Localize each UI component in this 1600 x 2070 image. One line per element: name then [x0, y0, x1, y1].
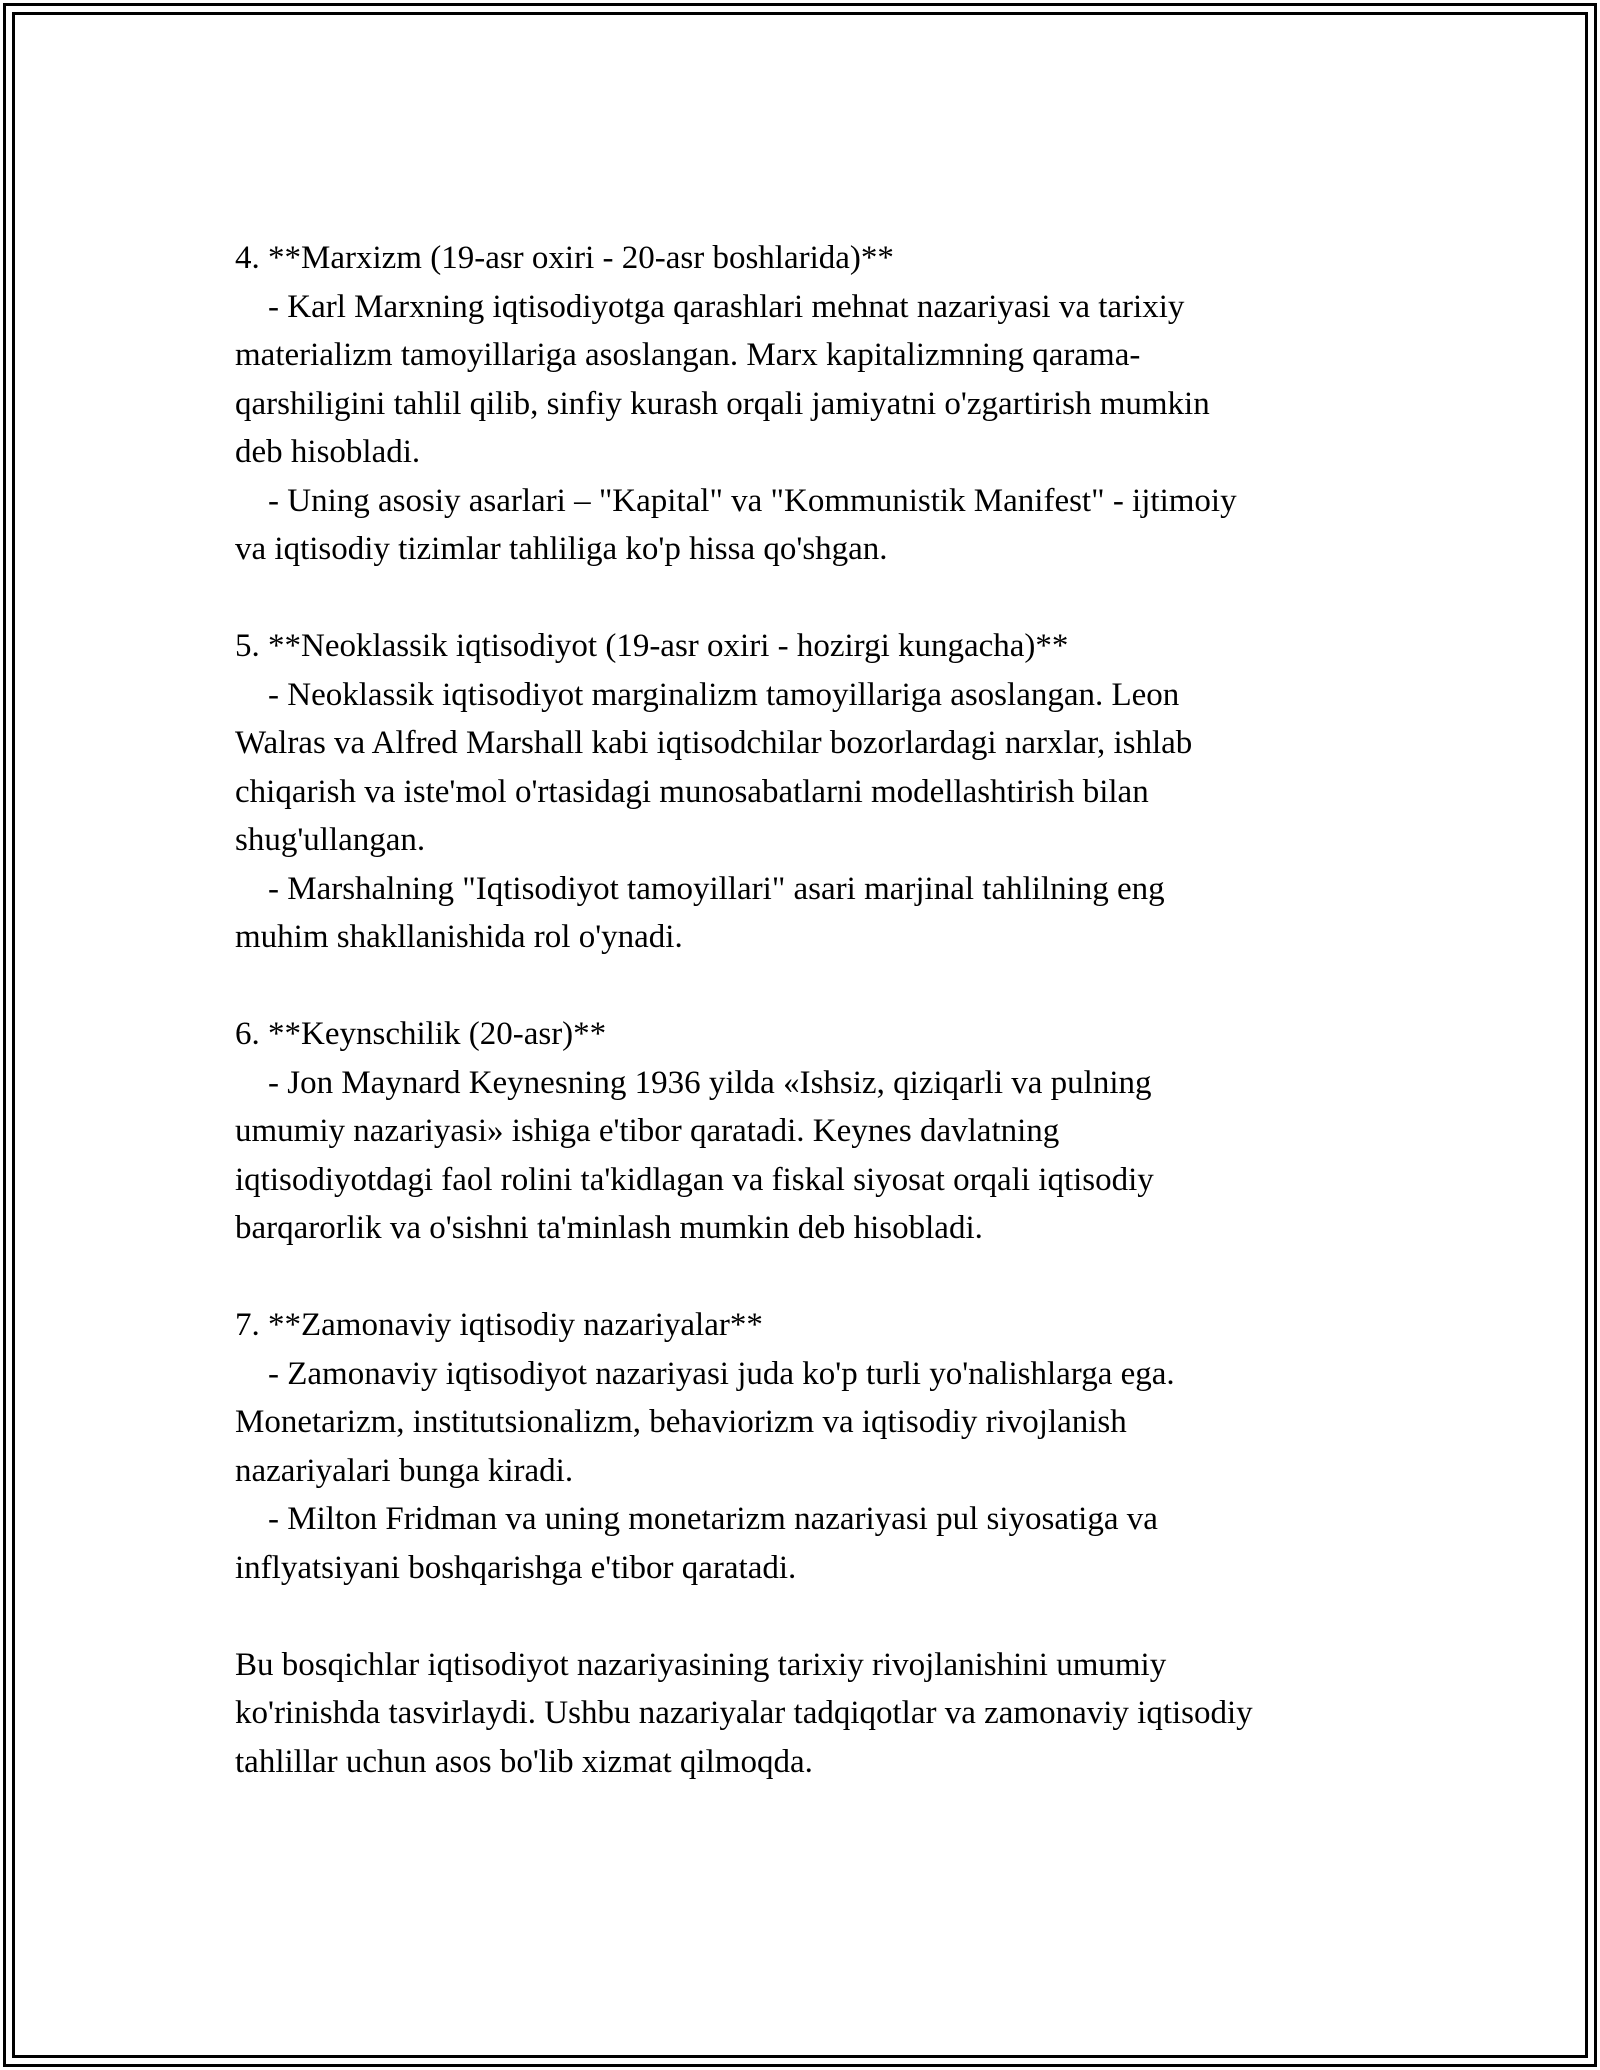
body-line: qarshiligini tahlil qilib, sinfiy kurash orqali jamiyatni o'zgartirish mumkin	[235, 385, 1210, 422]
body-line: Walras va Alfred Marshall kabi iqtisodchilar bozorlardagi narxlar, ishlab	[235, 725, 1193, 761]
body-line: deb hisobladi.	[235, 434, 421, 470]
document-body	[235, 234, 1395, 1786]
body-line: Bu bosqichlar iqtisodiyot nazariyasining tarixiy rivojlanishini umumiy	[235, 1646, 1167, 1683]
section-zamonaviy	[235, 1301, 1395, 1592]
body-line: - Uning asosiy asarlari – "Kapital" va "Kommunistik Manifest" - ijtimoiy	[235, 482, 1237, 519]
body-line: shug'ullangan.	[235, 822, 426, 858]
body-line: - Neoklassik iqtisodiyot marginalizm tamoyillariga asoslangan. Leon	[235, 676, 1180, 713]
closing-paragraph	[235, 1641, 1395, 1787]
body-line: umumiy nazariyasi» ishiga e'tibor qaratadi. Keynes davlatning	[235, 1113, 1060, 1149]
body-line: Monetarizm, institutsionalizm, behaviorizm va iqtisodiy rivojlanish	[235, 1404, 1127, 1440]
body-line: ko'rinishda tasvirlaydi. Ushbu nazariyalar tadqiqotlar va zamonaviy iqtisodiy	[235, 1695, 1253, 1731]
body-line: chiqarish va iste'mol o'rtasidagi munosabatlarni modellashtirish bilan	[235, 773, 1149, 810]
section-heading: 7. **Zamonaviy iqtisodiy nazariyalar**	[235, 1307, 763, 1343]
body-line: - Zamonaviy iqtisodiyot nazariyasi juda ko'p turli yo'nalishlarga ega.	[235, 1355, 1175, 1392]
body-line: muhim shakllanishida rol o'ynadi.	[235, 919, 683, 955]
body-line: va iqtisodiy tizimlar tahliliga ko'p hissa qo'shgan.	[235, 531, 888, 567]
section-keynschilik	[235, 1010, 1395, 1253]
section-heading: 5. **Neoklassik iqtisodiyot (19-asr oxiri - hozirgi kungacha)**	[235, 628, 1069, 664]
body-line: - Milton Fridman va uning monetarizm nazariyasi pul siyosatiga va	[235, 1501, 1158, 1537]
body-line: - Marshalning "Iqtisodiyot tamoyillari" asari marjinal tahlilning eng	[235, 870, 1165, 907]
section-heading: 6. **Keynschilik (20-asr)**	[235, 1016, 607, 1052]
body-line: iqtisodiyotdagi faol rolini ta'kidlagan va fiskal siyosat orqali iqtisodiy	[235, 1161, 1154, 1198]
body-line: materializm tamoyillariga asoslangan. Marx kapitalizmning qarama-	[235, 337, 1141, 373]
section-marxizm	[235, 234, 1395, 574]
body-line: barqarorlik va o'sishni ta'minlash mumkin deb hisobladi.	[235, 1210, 983, 1246]
body-line: - Karl Marxning iqtisodiyotga qarashlari mehnat nazariyasi va tarixiy	[235, 288, 1185, 325]
section-heading: 4. **Marxizm (19-asr oxiri - 20-asr boshlarida)**	[235, 240, 894, 276]
body-line: nazariyalari bunga kiradi.	[235, 1452, 574, 1489]
body-line: - Jon Maynard Keynesning 1936 yilda «Ishsiz, qiziqarli va pulning	[235, 1064, 1152, 1101]
section-neoklassik	[235, 622, 1395, 962]
body-line: inflyatsiyani boshqarishga e'tibor qaratadi.	[235, 1549, 797, 1586]
body-line: tahlillar uchun asos bo'lib xizmat qilmoqda.	[235, 1743, 813, 1780]
